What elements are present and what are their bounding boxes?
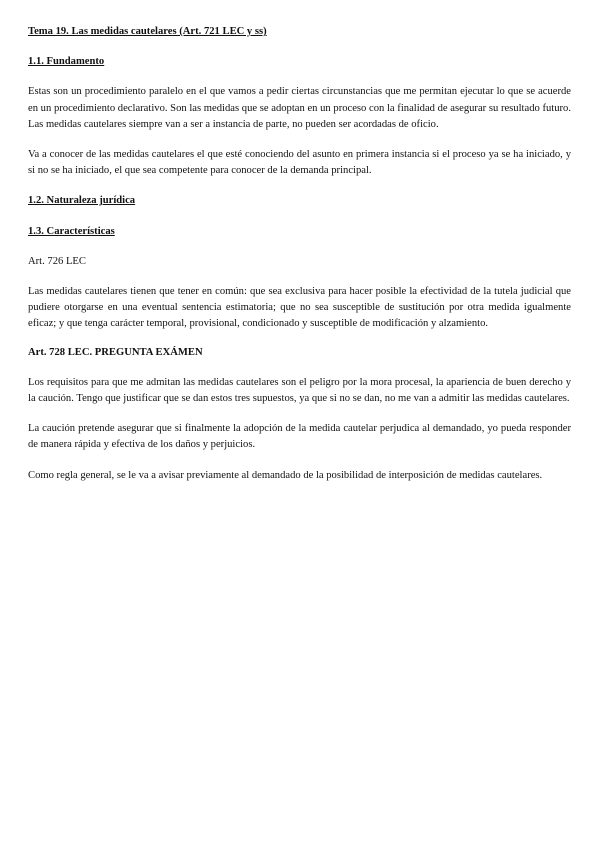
paragraph: Estas son un procedimiento paralelo en el que vamos a pedir ciertas circunstancias que me permitan ejecutar lo que se acuerde en un procedimiento declarativo. Son las medidas que se adoptan en un proceso con la finalidad de asegurar su resultado futuro. Las medidas cautelares siempre van a ser a instancia de parte, no pueden ser acordadas de oficio. bbox=[28, 86, 571, 130]
paragraph: Como regla general, se le va a avisar previamente al demandado de la posibilidad de interposición de medidas cautelares. bbox=[28, 469, 543, 481]
section-heading-caracteristicas: 1.3. Características bbox=[28, 225, 115, 237]
document-title: Tema 19. Las medidas cautelares (Art. 721 LEC y ss) bbox=[28, 26, 267, 37]
paragraph: Los requisitos para que me admitan las medidas cautelares son el peligro por la mora procesal, la apariencia de buen derecho y la caución. Tengo que justificar que se dan estos tres supuestos, ya que si no se dan, no me van a admitir las medidas cautelares. bbox=[28, 376, 571, 405]
paragraph: Las medidas cautelares tienen que tener en común: que sea exclusiva para hacer posible la efectividad de la tutela judicial que pudiere otorgarse en una eventual sentencia estimatoria; que no sea susceptible de sustitución por otra medida igualmente eficaz; y que tenga carácter temporal, provisional, condicionado y susceptible de modificación y alzamiento. bbox=[28, 286, 571, 330]
section-heading-art-728: Art. 728 LEC. PREGUNTA EXÁMEN bbox=[28, 346, 203, 358]
article-reference: Art. 726 LEC bbox=[28, 255, 86, 267]
paragraph: La caución pretende asegurar que si finalmente la adopción de la medida cautelar perjudica al demandado, yo pueda responder de manera rápida y efectiva de los daños y perjuicios. bbox=[28, 423, 571, 451]
paragraph: Va a conocer de las medidas cautelares el que esté conociendo del asunto en primera instancia si el proceso ya se ha iniciado, y si no se ha iniciado, el que sea competente para conocer de la demanda principal. bbox=[28, 149, 571, 177]
document-page bbox=[28, 24, 571, 484]
section-heading-fundamento: 1.1. Fundamento bbox=[28, 56, 105, 68]
section-heading-naturaleza: 1.2. Naturaleza jurídica bbox=[28, 195, 136, 207]
